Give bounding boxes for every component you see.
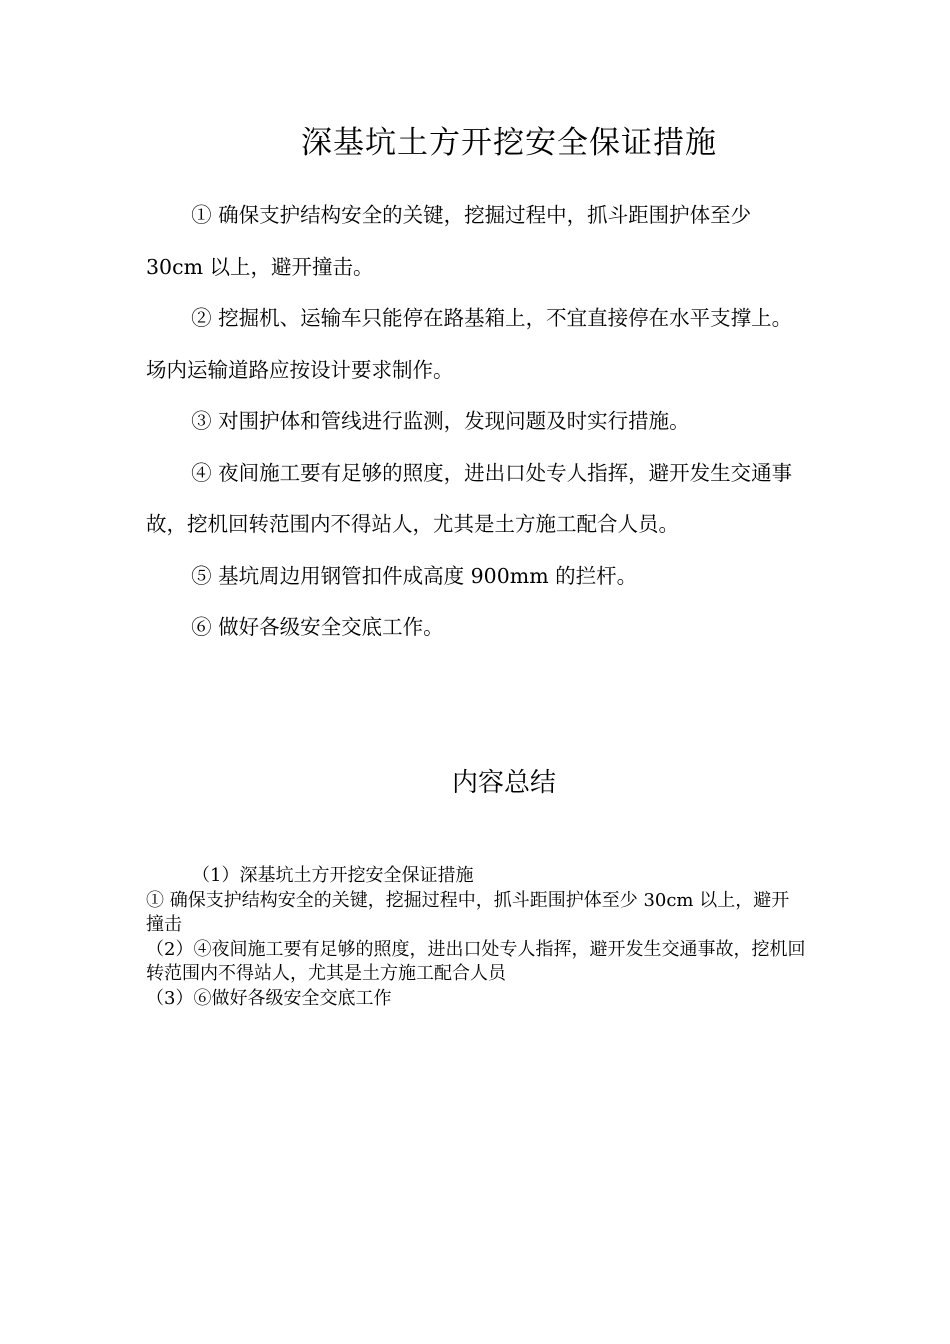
paragraph-4: ④ 夜间施工要有足够的照度，进出口处专人指挥，避开发生交通事故，挖机回转范围内不得站人，尤其是土方施工配合人员。 [146, 460, 793, 536]
paragraph-2: ② 挖掘机、运输车只能停在路基箱上，不宜直接停在水平支撑上。场内运输道路应按设计要求制作。 [146, 306, 793, 382]
summary-line-4: （3）⑥做好各级安全交底工作 [146, 987, 392, 1009]
paragraph-3: ③ 对围护体和管线进行监测，发现问题及时实行措施。 [191, 409, 690, 433]
document-title: 深基坑土方开挖安全保证措施 [301, 125, 717, 161]
summary-line-2: ① 确保支护结构安全的关键，挖掘过程中，抓斗距围护体至少 30cm 以上，避开撞击 [146, 889, 790, 935]
summary-line-3: （2）④夜间施工要有足够的照度，进出口处专人指挥，避开发生交通事故，挖机回转范围内不得站人，尤其是土方施工配合人员 [146, 938, 806, 984]
paragraph-1: ① 确保支护结构安全的关键，挖掘过程中，抓斗距围护体至少30cm 以上，避开撞击。 [146, 203, 752, 279]
summary-line-1: （1）深基坑土方开挖安全保证措施 [192, 865, 474, 886]
summary-title: 内容总结 [451, 768, 556, 798]
document-body [146, 190, 806, 654]
paragraph-6: ⑥ 做好各级安全交底工作。 [191, 615, 444, 639]
paragraph-5: ⑤ 基坑周边用钢管扣件成高度 900mm 的拦杆。 [191, 563, 638, 588]
summary-section [146, 864, 806, 1011]
